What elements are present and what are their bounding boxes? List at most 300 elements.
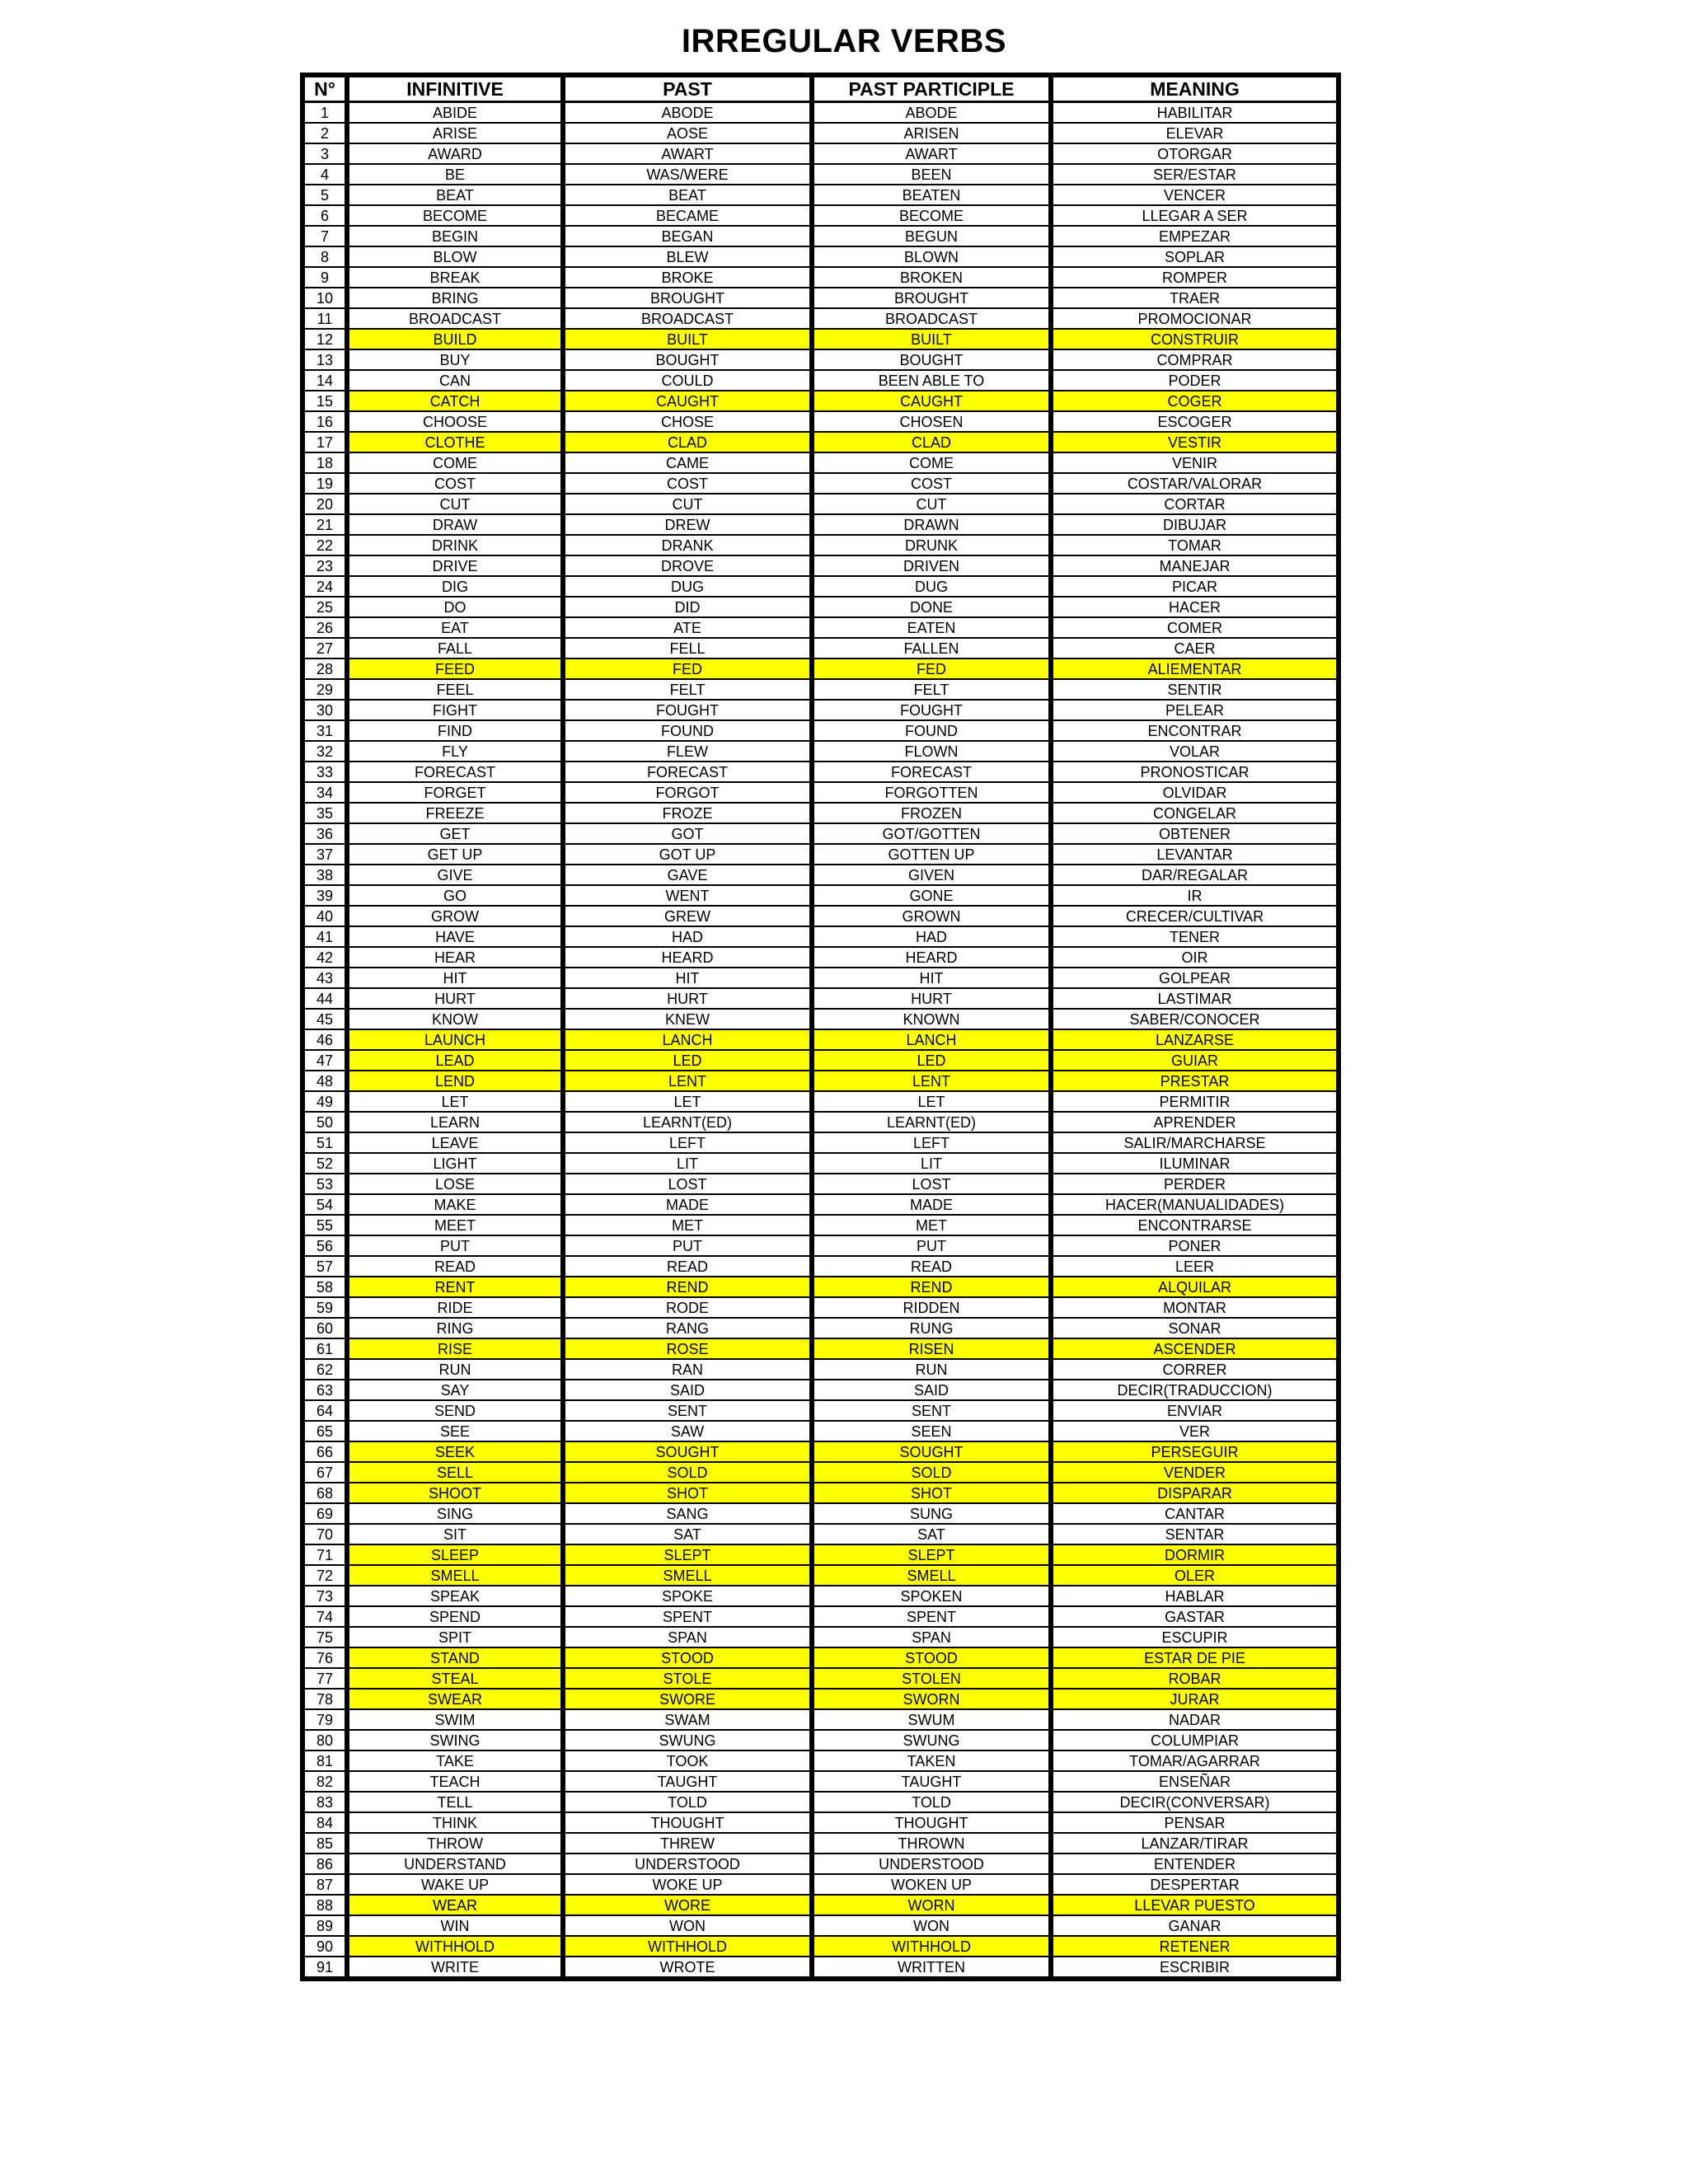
infinitive-cell: MEET bbox=[347, 1215, 563, 1235]
row-number: 65 bbox=[302, 1421, 347, 1441]
table-row bbox=[302, 205, 1339, 226]
table-row bbox=[302, 1462, 1339, 1483]
infinitive-cell: BRING bbox=[347, 288, 563, 308]
table-row bbox=[302, 1359, 1339, 1380]
row-number: 33 bbox=[302, 762, 347, 782]
infinitive-cell: HAVE bbox=[347, 926, 563, 947]
infinitive-cell: WRITE bbox=[347, 1957, 563, 1979]
past-participle-cell: FORECAST bbox=[812, 762, 1051, 782]
infinitive-cell: SING bbox=[347, 1503, 563, 1524]
infinitive-cell: RENT bbox=[347, 1277, 563, 1297]
infinitive-cell: WAKE UP bbox=[347, 1874, 563, 1895]
meaning-cell: DISPARAR bbox=[1051, 1483, 1339, 1503]
infinitive-cell: SPEND bbox=[347, 1606, 563, 1627]
past-participle-cell: LENT bbox=[812, 1071, 1051, 1091]
infinitive-cell: EAT bbox=[347, 617, 563, 638]
meaning-cell: ELEVAR bbox=[1051, 123, 1339, 143]
table-row bbox=[302, 700, 1339, 720]
past-cell: LEARNT(ED) bbox=[563, 1112, 812, 1132]
table-row bbox=[302, 1936, 1339, 1957]
meaning-cell: ROMPER bbox=[1051, 267, 1339, 288]
row-number: 78 bbox=[302, 1689, 347, 1709]
meaning-cell: SABER/CONOCER bbox=[1051, 1009, 1339, 1029]
past-participle-cell: GROWN bbox=[812, 906, 1051, 926]
past-participle-cell: THROWN bbox=[812, 1833, 1051, 1854]
past-participle-cell: BEATEN bbox=[812, 185, 1051, 205]
past-participle-cell: SAT bbox=[812, 1524, 1051, 1544]
past-cell: STOOD bbox=[563, 1647, 812, 1668]
infinitive-cell: SEE bbox=[347, 1421, 563, 1441]
row-number: 85 bbox=[302, 1833, 347, 1854]
past-cell: COST bbox=[563, 473, 812, 494]
meaning-cell: PERMITIR bbox=[1051, 1091, 1339, 1112]
past-participle-cell: MADE bbox=[812, 1194, 1051, 1215]
row-number: 87 bbox=[302, 1874, 347, 1895]
row-number: 26 bbox=[302, 617, 347, 638]
past-cell: ABODE bbox=[563, 102, 812, 124]
table-row bbox=[302, 555, 1339, 576]
past-cell: FOUGHT bbox=[563, 700, 812, 720]
row-number: 3 bbox=[302, 143, 347, 164]
past-participle-cell: BLOWN bbox=[812, 246, 1051, 267]
past-cell: ATE bbox=[563, 617, 812, 638]
row-number: 29 bbox=[302, 679, 347, 700]
row-number: 44 bbox=[302, 988, 347, 1009]
past-cell: TOOK bbox=[563, 1750, 812, 1771]
past-participle-cell: RIDDEN bbox=[812, 1297, 1051, 1318]
infinitive-cell: SWIM bbox=[347, 1709, 563, 1730]
infinitive-cell: LET bbox=[347, 1091, 563, 1112]
table-row bbox=[302, 1050, 1339, 1071]
infinitive-cell: FEED bbox=[347, 658, 563, 679]
table-row bbox=[302, 1689, 1339, 1709]
past-participle-cell: FED bbox=[812, 658, 1051, 679]
past-cell: FELT bbox=[563, 679, 812, 700]
table-row bbox=[302, 1380, 1339, 1400]
table-row bbox=[302, 370, 1339, 391]
past-cell: SAW bbox=[563, 1421, 812, 1441]
row-number: 42 bbox=[302, 947, 347, 968]
meaning-cell: MONTAR bbox=[1051, 1297, 1339, 1318]
past-cell: BUILT bbox=[563, 329, 812, 349]
table-row bbox=[302, 1709, 1339, 1730]
past-participle-cell: LET bbox=[812, 1091, 1051, 1112]
infinitive-cell: STEAL bbox=[347, 1668, 563, 1689]
past-cell: RODE bbox=[563, 1297, 812, 1318]
past-participle-cell: FOUGHT bbox=[812, 700, 1051, 720]
meaning-cell: ESTAR DE PIE bbox=[1051, 1647, 1339, 1668]
meaning-cell: CORRER bbox=[1051, 1359, 1339, 1380]
infinitive-cell: DRAW bbox=[347, 514, 563, 535]
past-cell: SOUGHT bbox=[563, 1441, 812, 1462]
meaning-cell: COLUMPIAR bbox=[1051, 1730, 1339, 1750]
past-participle-cell: MET bbox=[812, 1215, 1051, 1235]
meaning-cell: ALQUILAR bbox=[1051, 1277, 1339, 1297]
meaning-cell: DORMIR bbox=[1051, 1544, 1339, 1565]
row-number: 13 bbox=[302, 349, 347, 370]
row-number: 27 bbox=[302, 638, 347, 658]
table-row bbox=[302, 906, 1339, 926]
meaning-cell: APRENDER bbox=[1051, 1112, 1339, 1132]
row-number: 91 bbox=[302, 1957, 347, 1979]
infinitive-cell: RING bbox=[347, 1318, 563, 1338]
meaning-cell: PRONOSTICAR bbox=[1051, 762, 1339, 782]
past-participle-cell: RISEN bbox=[812, 1338, 1051, 1359]
infinitive-cell: GET UP bbox=[347, 844, 563, 865]
infinitive-cell: FALL bbox=[347, 638, 563, 658]
meaning-cell: GUIAR bbox=[1051, 1050, 1339, 1071]
table-row bbox=[302, 741, 1339, 762]
meaning-cell: PERDER bbox=[1051, 1174, 1339, 1194]
meaning-cell: VENDER bbox=[1051, 1462, 1339, 1483]
infinitive-cell: SMELL bbox=[347, 1565, 563, 1586]
past-participle-cell: CHOSEN bbox=[812, 411, 1051, 432]
column-header-number: N° bbox=[302, 75, 347, 102]
meaning-cell: NADAR bbox=[1051, 1709, 1339, 1730]
meaning-cell: ENCONTRAR bbox=[1051, 720, 1339, 741]
row-number: 34 bbox=[302, 782, 347, 803]
row-number: 56 bbox=[302, 1235, 347, 1256]
past-cell: SPENT bbox=[563, 1606, 812, 1627]
past-participle-cell: BUILT bbox=[812, 329, 1051, 349]
past-cell: FED bbox=[563, 658, 812, 679]
meaning-cell: ENVIAR bbox=[1051, 1400, 1339, 1421]
table-row bbox=[302, 164, 1339, 185]
table-row bbox=[302, 1153, 1339, 1174]
table-row bbox=[302, 1029, 1339, 1050]
infinitive-cell: RISE bbox=[347, 1338, 563, 1359]
infinitive-cell: GET bbox=[347, 823, 563, 844]
infinitive-cell: COST bbox=[347, 473, 563, 494]
row-number: 50 bbox=[302, 1112, 347, 1132]
row-number: 89 bbox=[302, 1915, 347, 1936]
past-cell: DRANK bbox=[563, 535, 812, 555]
row-number: 40 bbox=[302, 906, 347, 926]
table-row bbox=[302, 865, 1339, 885]
meaning-cell: DIBUJAR bbox=[1051, 514, 1339, 535]
infinitive-cell: SAY bbox=[347, 1380, 563, 1400]
past-participle-cell: WON bbox=[812, 1915, 1051, 1936]
meaning-cell: DESPERTAR bbox=[1051, 1874, 1339, 1895]
row-number: 82 bbox=[302, 1771, 347, 1792]
meaning-cell: SENTAR bbox=[1051, 1524, 1339, 1544]
table-row bbox=[302, 452, 1339, 473]
table-row bbox=[302, 1277, 1339, 1297]
past-participle-cell: WRITTEN bbox=[812, 1957, 1051, 1979]
past-participle-cell: ARISEN bbox=[812, 123, 1051, 143]
past-participle-cell: FALLEN bbox=[812, 638, 1051, 658]
infinitive-cell: GIVE bbox=[347, 865, 563, 885]
table-row bbox=[302, 1194, 1339, 1215]
past-participle-cell: SWORN bbox=[812, 1689, 1051, 1709]
past-participle-cell: THOUGHT bbox=[812, 1812, 1051, 1833]
infinitive-cell: COME bbox=[347, 452, 563, 473]
past-participle-cell: STOOD bbox=[812, 1647, 1051, 1668]
past-cell: LANCH bbox=[563, 1029, 812, 1050]
past-cell: STOLE bbox=[563, 1668, 812, 1689]
past-participle-cell: BROKEN bbox=[812, 267, 1051, 288]
row-number: 7 bbox=[302, 226, 347, 246]
table-row bbox=[302, 1771, 1339, 1792]
past-participle-cell: LEFT bbox=[812, 1132, 1051, 1153]
past-participle-cell: FORGOTTEN bbox=[812, 782, 1051, 803]
row-number: 12 bbox=[302, 329, 347, 349]
past-participle-cell: FLOWN bbox=[812, 741, 1051, 762]
meaning-cell: MANEJAR bbox=[1051, 555, 1339, 576]
meaning-cell: HACER(MANUALIDADES) bbox=[1051, 1194, 1339, 1215]
row-number: 21 bbox=[302, 514, 347, 535]
infinitive-cell: TELL bbox=[347, 1792, 563, 1812]
row-number: 77 bbox=[302, 1668, 347, 1689]
row-number: 8 bbox=[302, 246, 347, 267]
row-number: 60 bbox=[302, 1318, 347, 1338]
table-row bbox=[302, 143, 1339, 164]
table-row bbox=[302, 1647, 1339, 1668]
table-row bbox=[302, 988, 1339, 1009]
infinitive-cell: KNOW bbox=[347, 1009, 563, 1029]
past-cell: ROSE bbox=[563, 1338, 812, 1359]
past-participle-cell: PUT bbox=[812, 1235, 1051, 1256]
past-cell: BEAT bbox=[563, 185, 812, 205]
past-cell: LENT bbox=[563, 1071, 812, 1091]
table-row bbox=[302, 1854, 1339, 1874]
past-participle-cell: ABODE bbox=[812, 102, 1051, 124]
past-cell: FROZE bbox=[563, 803, 812, 823]
table-row bbox=[302, 123, 1339, 143]
table-row bbox=[302, 1874, 1339, 1895]
meaning-cell: TENER bbox=[1051, 926, 1339, 947]
past-participle-cell: SOUGHT bbox=[812, 1441, 1051, 1462]
past-participle-cell: BOUGHT bbox=[812, 349, 1051, 370]
row-number: 6 bbox=[302, 205, 347, 226]
meaning-cell: CANTAR bbox=[1051, 1503, 1339, 1524]
infinitive-cell: BEAT bbox=[347, 185, 563, 205]
meaning-cell: PELEAR bbox=[1051, 700, 1339, 720]
row-number: 74 bbox=[302, 1606, 347, 1627]
past-cell: SLEPT bbox=[563, 1544, 812, 1565]
infinitive-cell: WIN bbox=[347, 1915, 563, 1936]
meaning-cell: CONSTRUIR bbox=[1051, 329, 1339, 349]
table-row bbox=[302, 1009, 1339, 1029]
past-cell: MADE bbox=[563, 1194, 812, 1215]
past-participle-cell: EATEN bbox=[812, 617, 1051, 638]
row-number: 83 bbox=[302, 1792, 347, 1812]
infinitive-cell: BREAK bbox=[347, 267, 563, 288]
infinitive-cell: SLEEP bbox=[347, 1544, 563, 1565]
meaning-cell: ASCENDER bbox=[1051, 1338, 1339, 1359]
past-participle-cell: LANCH bbox=[812, 1029, 1051, 1050]
row-number: 30 bbox=[302, 700, 347, 720]
meaning-cell: CRECER/CULTIVAR bbox=[1051, 906, 1339, 926]
past-cell: HIT bbox=[563, 968, 812, 988]
past-participle-cell: WOKEN UP bbox=[812, 1874, 1051, 1895]
past-participle-cell: RUNG bbox=[812, 1318, 1051, 1338]
table-row bbox=[302, 1833, 1339, 1854]
past-participle-cell: TAUGHT bbox=[812, 1771, 1051, 1792]
table-row bbox=[302, 1071, 1339, 1091]
infinitive-cell: BEGIN bbox=[347, 226, 563, 246]
past-participle-cell: BEEN bbox=[812, 164, 1051, 185]
infinitive-cell: LAUNCH bbox=[347, 1029, 563, 1050]
infinitive-cell: STAND bbox=[347, 1647, 563, 1668]
past-cell: GOT UP bbox=[563, 844, 812, 865]
row-number: 38 bbox=[302, 865, 347, 885]
table-row bbox=[302, 576, 1339, 597]
past-cell: FELL bbox=[563, 638, 812, 658]
infinitive-cell: LEAVE bbox=[347, 1132, 563, 1153]
row-number: 31 bbox=[302, 720, 347, 741]
row-number: 37 bbox=[302, 844, 347, 865]
past-cell: DUG bbox=[563, 576, 812, 597]
row-number: 59 bbox=[302, 1297, 347, 1318]
past-cell: SWUNG bbox=[563, 1730, 812, 1750]
infinitive-cell: SEEK bbox=[347, 1441, 563, 1462]
row-number: 48 bbox=[302, 1071, 347, 1091]
table-row bbox=[302, 1318, 1339, 1338]
infinitive-cell: HURT bbox=[347, 988, 563, 1009]
table-row bbox=[302, 926, 1339, 947]
row-number: 71 bbox=[302, 1544, 347, 1565]
past-participle-cell: BEEN ABLE TO bbox=[812, 370, 1051, 391]
meaning-cell: SOPLAR bbox=[1051, 246, 1339, 267]
row-number: 18 bbox=[302, 452, 347, 473]
past-cell: SHOT bbox=[563, 1483, 812, 1503]
meaning-cell: OTORGAR bbox=[1051, 143, 1339, 164]
column-header-past-participle: PAST PARTICIPLE bbox=[812, 75, 1051, 102]
infinitive-cell: FORECAST bbox=[347, 762, 563, 782]
row-number: 61 bbox=[302, 1338, 347, 1359]
table-row bbox=[302, 329, 1339, 349]
row-number: 58 bbox=[302, 1277, 347, 1297]
past-participle-cell: DRAWN bbox=[812, 514, 1051, 535]
meaning-cell: PENSAR bbox=[1051, 1812, 1339, 1833]
past-cell: BROADCAST bbox=[563, 308, 812, 329]
row-number: 79 bbox=[302, 1709, 347, 1730]
infinitive-cell: PUT bbox=[347, 1235, 563, 1256]
row-number: 88 bbox=[302, 1895, 347, 1915]
infinitive-cell: SEND bbox=[347, 1400, 563, 1421]
table-row bbox=[302, 349, 1339, 370]
past-participle-cell: SPENT bbox=[812, 1606, 1051, 1627]
row-number: 19 bbox=[302, 473, 347, 494]
row-number: 9 bbox=[302, 267, 347, 288]
row-number: 75 bbox=[302, 1627, 347, 1647]
meaning-cell: CAER bbox=[1051, 638, 1339, 658]
row-number: 35 bbox=[302, 803, 347, 823]
table-row bbox=[302, 658, 1339, 679]
infinitive-cell: BROADCAST bbox=[347, 308, 563, 329]
meaning-cell: ROBAR bbox=[1051, 1668, 1339, 1689]
table-row bbox=[302, 1400, 1339, 1421]
row-number: 1 bbox=[302, 102, 347, 124]
past-cell: SOLD bbox=[563, 1462, 812, 1483]
irregular-verbs-table bbox=[300, 73, 1341, 1981]
past-participle-cell: HAD bbox=[812, 926, 1051, 947]
past-cell: THREW bbox=[563, 1833, 812, 1854]
past-cell: WON bbox=[563, 1915, 812, 1936]
row-number: 15 bbox=[302, 391, 347, 411]
table-row bbox=[302, 1483, 1339, 1503]
row-number: 46 bbox=[302, 1029, 347, 1050]
column-header-meaning: MEANING bbox=[1051, 75, 1339, 102]
meaning-cell: LEER bbox=[1051, 1256, 1339, 1277]
past-participle-cell: SPAN bbox=[812, 1627, 1051, 1647]
table-row bbox=[302, 762, 1339, 782]
meaning-cell: TRAER bbox=[1051, 288, 1339, 308]
infinitive-cell: DRIVE bbox=[347, 555, 563, 576]
meaning-cell: ILUMINAR bbox=[1051, 1153, 1339, 1174]
table-row bbox=[302, 1174, 1339, 1194]
past-participle-cell: FROZEN bbox=[812, 803, 1051, 823]
infinitive-cell: CHOOSE bbox=[347, 411, 563, 432]
infinitive-cell: DO bbox=[347, 597, 563, 617]
infinitive-cell: BE bbox=[347, 164, 563, 185]
table-body bbox=[302, 102, 1339, 1980]
past-participle-cell: DONE bbox=[812, 597, 1051, 617]
past-cell: FOUND bbox=[563, 720, 812, 741]
meaning-cell: OLVIDAR bbox=[1051, 782, 1339, 803]
infinitive-cell: FIGHT bbox=[347, 700, 563, 720]
row-number: 28 bbox=[302, 658, 347, 679]
infinitive-cell: FLY bbox=[347, 741, 563, 762]
infinitive-cell: CLOTHE bbox=[347, 432, 563, 452]
past-participle-cell: LOST bbox=[812, 1174, 1051, 1194]
past-participle-cell: DRUNK bbox=[812, 535, 1051, 555]
infinitive-cell: LEARN bbox=[347, 1112, 563, 1132]
past-cell: THOUGHT bbox=[563, 1812, 812, 1833]
past-participle-cell: BECOME bbox=[812, 205, 1051, 226]
row-number: 53 bbox=[302, 1174, 347, 1194]
meaning-cell: EMPEZAR bbox=[1051, 226, 1339, 246]
past-cell: HEARD bbox=[563, 947, 812, 968]
meaning-cell: COGER bbox=[1051, 391, 1339, 411]
past-cell: PUT bbox=[563, 1235, 812, 1256]
past-participle-cell: SAID bbox=[812, 1380, 1051, 1400]
meaning-cell: ESCUPIR bbox=[1051, 1627, 1339, 1647]
table-row bbox=[302, 823, 1339, 844]
row-number: 23 bbox=[302, 555, 347, 576]
meaning-cell: HABLAR bbox=[1051, 1586, 1339, 1606]
past-participle-cell: COST bbox=[812, 473, 1051, 494]
past-cell: SAT bbox=[563, 1524, 812, 1544]
table-row bbox=[302, 617, 1339, 638]
past-participle-cell: CLAD bbox=[812, 432, 1051, 452]
meaning-cell: CONGELAR bbox=[1051, 803, 1339, 823]
past-participle-cell: SMELL bbox=[812, 1565, 1051, 1586]
table-row bbox=[302, 782, 1339, 803]
past-cell: SWORE bbox=[563, 1689, 812, 1709]
row-number: 62 bbox=[302, 1359, 347, 1380]
meaning-cell: GANAR bbox=[1051, 1915, 1339, 1936]
meaning-cell: HABILITAR bbox=[1051, 102, 1339, 124]
column-header-infinitive: INFINITIVE bbox=[347, 75, 563, 102]
infinitive-cell: BUY bbox=[347, 349, 563, 370]
infinitive-cell: WITHHOLD bbox=[347, 1936, 563, 1957]
infinitive-cell: RUN bbox=[347, 1359, 563, 1380]
infinitive-cell: FEEL bbox=[347, 679, 563, 700]
past-participle-cell: COME bbox=[812, 452, 1051, 473]
past-participle-cell: DUG bbox=[812, 576, 1051, 597]
table-row bbox=[302, 1297, 1339, 1318]
row-number: 24 bbox=[302, 576, 347, 597]
meaning-cell: PROMOCIONAR bbox=[1051, 308, 1339, 329]
infinitive-cell: HEAR bbox=[347, 947, 563, 968]
past-participle-cell: SENT bbox=[812, 1400, 1051, 1421]
infinitive-cell: BLOW bbox=[347, 246, 563, 267]
past-cell: LIT bbox=[563, 1153, 812, 1174]
row-number: 66 bbox=[302, 1441, 347, 1462]
past-cell: BROKE bbox=[563, 267, 812, 288]
